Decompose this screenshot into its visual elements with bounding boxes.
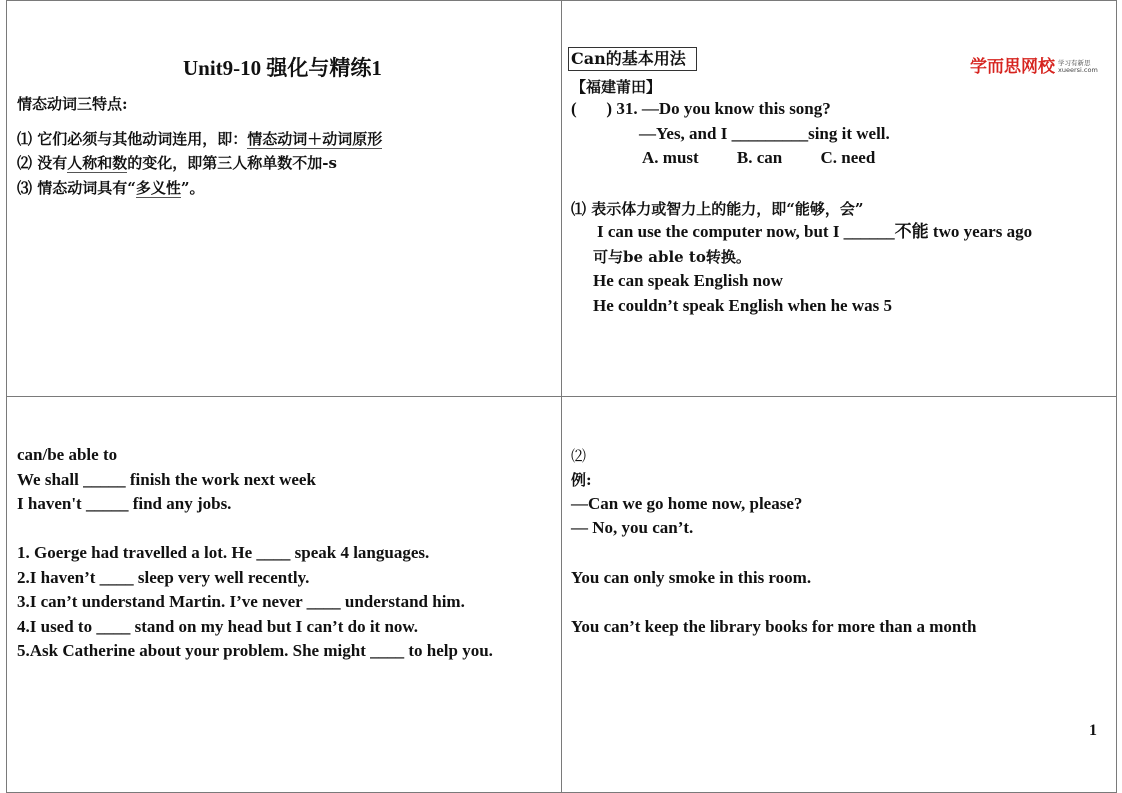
logo-small-text <box>1058 60 1098 74</box>
feature-1-underlined: 情态动词＋动词原形 <box>247 130 383 148</box>
can-usage-title: Can的基本用法 <box>568 47 697 71</box>
logo-slogan: 学习有新思 <box>1058 59 1091 67</box>
feature-2-text: ⑵ 没有 <box>17 154 68 172</box>
left-border <box>6 0 7 793</box>
sentence-havent: I haven't _____ find any jobs. <box>17 494 232 513</box>
feature-3-rest: ”。 <box>180 179 205 197</box>
feature-2 <box>17 152 337 173</box>
dialogue-answer: — No, you can’t. <box>571 518 694 537</box>
exercise-5: 5.Ask Catherine about your problem. She might ____ to help you. <box>17 641 493 660</box>
modal-verb-heading: 情态动词三特点: <box>17 95 128 113</box>
exercise-1: 1. Goerge had travelled a lot. He ____ speak 4 languages. <box>17 543 430 562</box>
feature-3 <box>17 177 205 198</box>
sentence-shall: We shall _____ finish the work next week <box>17 470 316 489</box>
feature-3-text: ⑶ 情态动词具有“ <box>17 179 136 197</box>
exercise-2: 2.I haven’t ____ sleep very well recently. <box>17 568 310 587</box>
usage-1-heading: ⑴ 表示体力或智力上的能力，即“能够，会” <box>571 200 864 218</box>
logo-url: xueersi.com <box>1058 66 1098 74</box>
conversion-note: 可与be able to转换。 <box>593 248 751 266</box>
feature-1-text: ⑴ 它们必须与其他动词连用，即： <box>17 130 248 148</box>
usage-1-example-2: He can speak English now <box>593 271 783 290</box>
usage-1-example: I can use the computer now, but I ______不能 two years ago <box>597 222 1033 241</box>
feature-1 <box>17 128 382 149</box>
feature-2-underlined: 人称和数 <box>67 154 128 172</box>
feature-2-rest: 的变化，即第三人称单数不加-s <box>127 154 337 172</box>
slide-title: Unit9-10 强化与精练1 <box>183 56 382 80</box>
dialogue-question: —Can we go home now, please? <box>571 494 803 513</box>
middle-divider-vertical <box>561 0 562 793</box>
exercise-4: 4.I used to ____ stand on my head but I can’t do it now. <box>17 617 418 636</box>
exercise-3: 3.I can’t understand Martin. I’ve never ____ understand him. <box>17 592 465 611</box>
can-be-able-to: can/be able to <box>17 445 118 464</box>
usage-2-number: ⑵ <box>571 447 587 465</box>
answer-line: —Yes, and I _________sing it well. <box>639 124 890 143</box>
question-31: ( ) 31. —Do you know this song? <box>571 99 831 118</box>
can-usage-title-box <box>568 47 697 71</box>
answer-options: A. must B. can C. need <box>642 148 876 167</box>
right-border <box>1116 0 1117 793</box>
question-source: 【福建莆田】 <box>571 78 662 96</box>
usage-1-example-3: He couldn’t speak English when he was 5 <box>593 296 892 315</box>
feature-3-underlined: 多义性 <box>135 179 181 197</box>
logo-text: 学而思网校 <box>970 57 1055 77</box>
sentence-library: You can’t keep the library books for more than a month <box>571 617 977 636</box>
sentence-smoke: You can only smoke in this room. <box>571 568 812 587</box>
example-label: 例: <box>571 471 592 489</box>
xueersi-logo <box>970 52 1098 77</box>
page-number: 1 <box>1089 722 1097 739</box>
